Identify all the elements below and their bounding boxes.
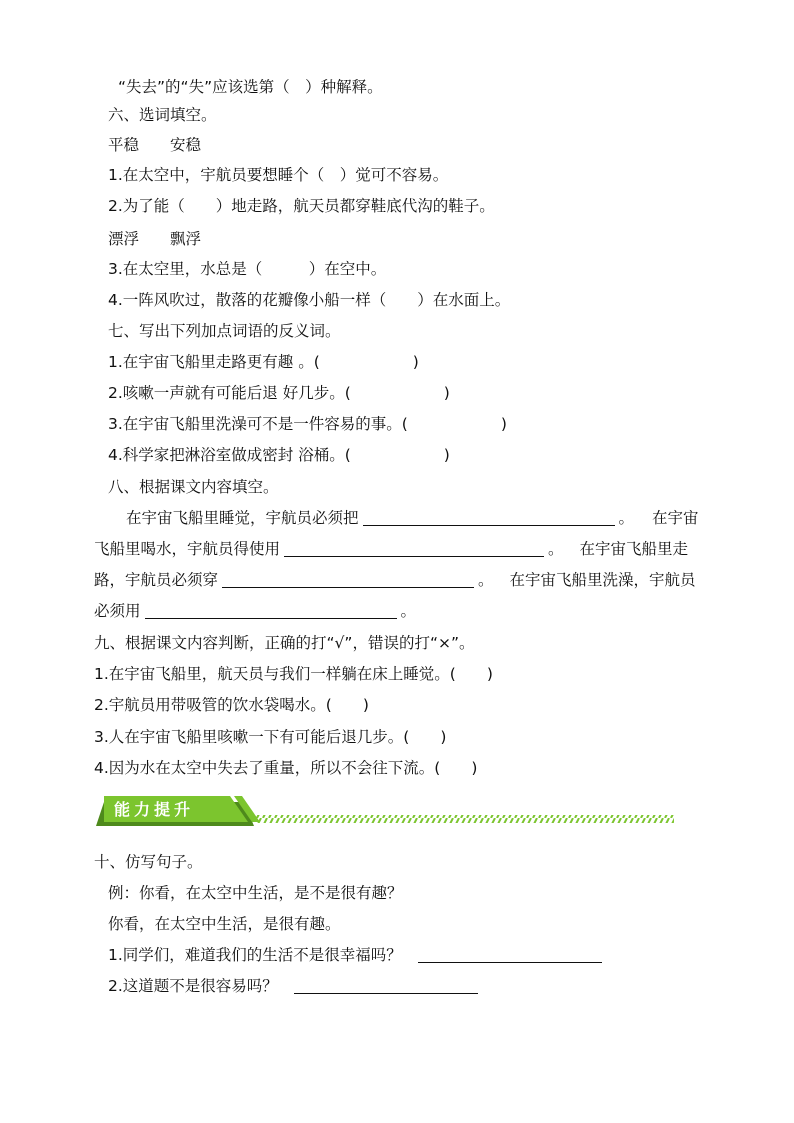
section-9-question-3: 3.人在宇宙飞船里咳嗽一下有可能后退几步。( ): [94, 728, 447, 746]
section-6-question-2: 2.为了能（ ）地走路，航天员都穿鞋底代沟的鞋子。: [108, 197, 495, 215]
section-9-heading: 九、根据课文内容判断，正确的打“√”，错误的打“×”。: [94, 634, 475, 652]
section-7-heading: 七、写出下列加点词语的反义词。: [108, 322, 341, 340]
answer-blank[interactable]: [294, 978, 478, 994]
section-10-heading: 十、仿写句子。: [94, 853, 203, 871]
section-6-word-group-1: 平稳 安稳: [108, 136, 202, 154]
section-8-text: 必须用: [94, 602, 141, 620]
answer-blank[interactable]: [284, 541, 544, 557]
answer-blank[interactable]: [222, 572, 474, 588]
section-8-text: 在宇宙飞船里睡觉，宇航员必须把: [126, 509, 359, 527]
section-6-question-1: 1.在太空中，宇航员要想睡个（ ）觉可不容易。: [108, 166, 449, 184]
section-6-question-3: 3.在太空里，水总是（ ）在空中。: [108, 260, 387, 278]
answer-blank[interactable]: [418, 947, 602, 963]
banner-hatch-stripe: [254, 815, 674, 823]
q5-tail: “失去”的“失”应该选第（ ）种解释。: [118, 78, 383, 96]
section-6-question-4: 4.一阵风吹过，散落的花瓣像小船一样（ ）在水面上。: [108, 291, 511, 309]
section-6-heading: 六、选词填空。: [108, 106, 217, 124]
section-8-line-1: [126, 507, 699, 529]
section-7-question-2: 2.咳嗽一声就有可能后退 好几步。( ): [108, 384, 450, 402]
section-7-question-3: 3.在宇宙飞船里洗澡可不是一件容易的事。( ): [108, 415, 507, 433]
answer-blank[interactable]: [363, 510, 615, 526]
ability-improvement-banner: [94, 794, 684, 834]
section-8-heading: 八、根据课文内容填空。: [108, 478, 279, 496]
section-9-question-4: 4.因为水在太空中失去了重量，所以不会往下流。( ): [94, 759, 478, 777]
section-10-example: 例：你看，在太空中生活，是不是很有趣？: [108, 884, 403, 902]
section-8-text: 。: [478, 571, 494, 589]
section-10-question-2: [108, 975, 482, 997]
section-8-text: 在宇宙飞船里走: [579, 540, 689, 558]
section-10-example-answer: 你看，在太空中生活，是很有趣。: [108, 915, 341, 933]
section-8-text: 在宇宙飞船里洗澡，宇航员: [509, 571, 696, 589]
section-10-question-1: [108, 944, 606, 966]
section-9-question-1: 1.在宇宙飞船里，航天员与我们一样躺在床上睡觉。( ): [94, 665, 493, 683]
section-7-question-4: 4.科学家把淋浴室做成密封 浴桶。( ): [108, 446, 450, 464]
section-8-text: 飞船里喝水，宇航员得使用: [94, 540, 281, 558]
section-8-text: 在宇宙: [652, 509, 699, 527]
section-8-text: 路，宇航员必须穿: [94, 571, 219, 589]
section-10-question-1-text: 1.同学们，难道我们的生活不是很幸福吗？: [108, 946, 402, 964]
section-8-line-4: [94, 600, 416, 622]
section-8-line-3: [94, 569, 696, 591]
answer-blank[interactable]: [145, 603, 397, 619]
banner-label: 能力提升: [114, 800, 195, 819]
section-10-question-2-text: 2.这道题不是很容易吗？: [108, 977, 278, 995]
section-6-word-group-2: 漂浮 飘浮: [108, 230, 202, 248]
section-8-line-2: [94, 538, 688, 560]
section-8-text: 。: [548, 540, 564, 558]
section-7-question-1: 1.在宇宙飞船里走路更有趣 。( ): [108, 353, 419, 371]
section-8-text: 。: [618, 509, 635, 527]
section-8-text: 。: [400, 602, 417, 620]
section-9-question-2: 2.宇航员用带吸管的饮水袋喝水。( ): [94, 696, 369, 714]
